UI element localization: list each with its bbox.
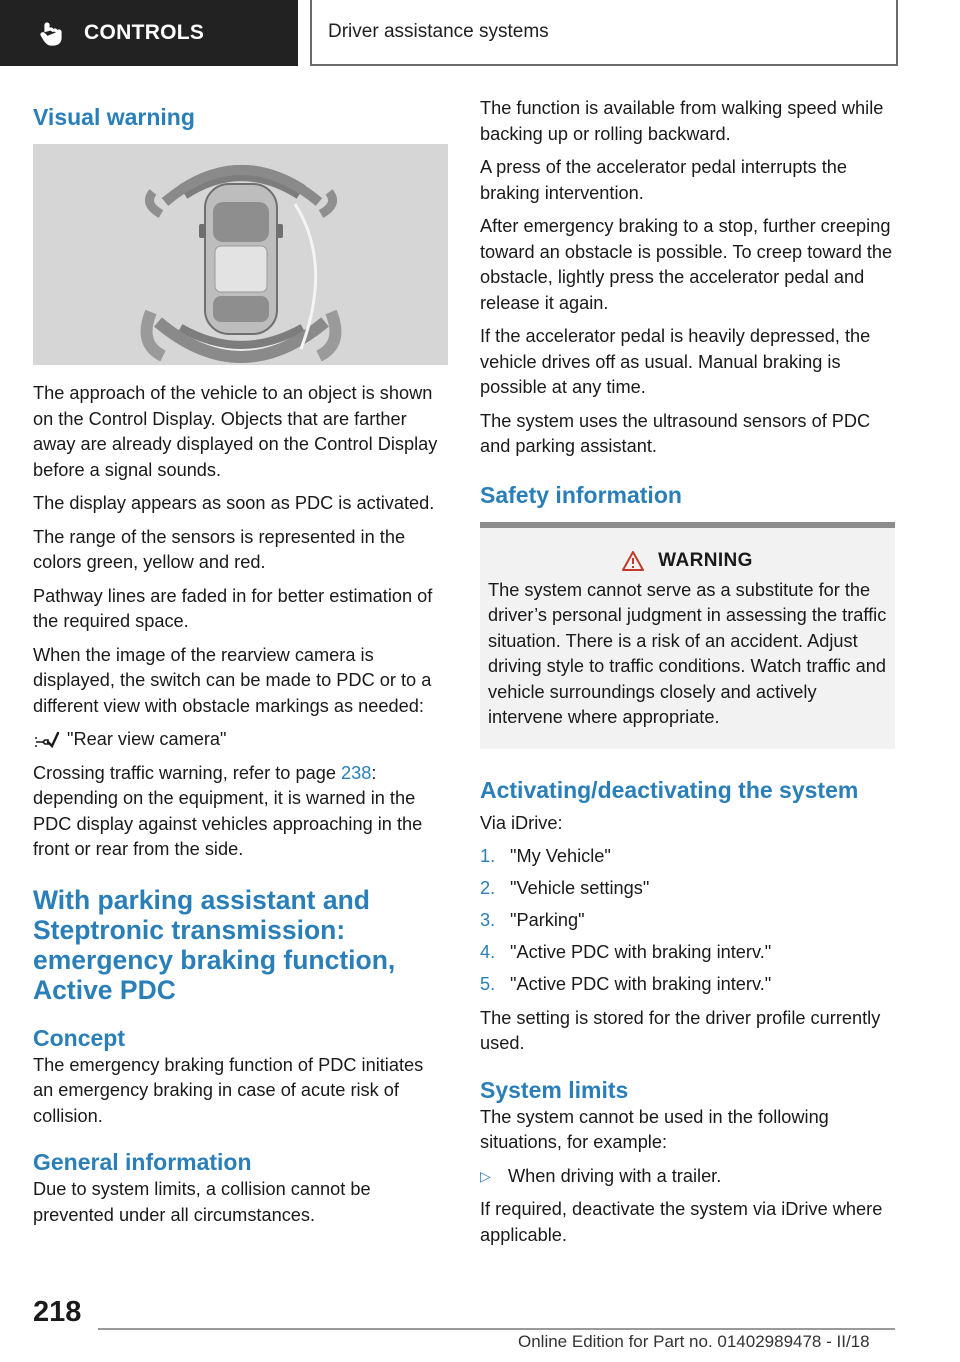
edition-text: Online Edition for Part no. 01402989478 - II/18 — [518, 1332, 870, 1351]
paragraph: A press of the accelerator pedal interrupts the braking intervention. — [480, 157, 847, 203]
general-information-text: Due to system limits, a collision cannot be prevented under all circumstances. — [33, 1179, 371, 1225]
step-text: "Active PDC with braking interv." — [510, 942, 772, 962]
list-item — [480, 972, 895, 998]
list-item — [480, 844, 895, 870]
setting-stored-text: The setting is stored for the driver profile currently used. — [480, 1007, 881, 1053]
step-text: "My Vehicle" — [510, 846, 611, 866]
chapter-tab — [0, 0, 298, 66]
pdc-car-sensor-graphic — [33, 144, 448, 365]
step-number: 4. — [480, 942, 496, 962]
rear-view-camera-entry — [33, 727, 448, 753]
step-text: "Vehicle settings" — [510, 878, 650, 898]
concept-text: The emergency braking function of PDC initiates an emergency braking in case of acute risk of collision. — [33, 1054, 424, 1126]
warning-triangle-icon — [622, 551, 644, 571]
warning-box — [480, 522, 895, 749]
rear-camera-icon — [33, 730, 59, 750]
emergency-braking-heading: With parking assistant and Steptronic transmission: emergency braking function, Active PDC — [33, 884, 396, 1005]
left-column — [33, 96, 448, 1236]
paragraph: Pathway lines are faded in for better estimation of the required space. — [33, 585, 433, 631]
warning-title — [488, 550, 887, 572]
section-label: Driver assistance systems — [328, 21, 549, 42]
bullet-triangle-icon: ▷ — [480, 1167, 491, 1184]
page-header — [0, 0, 960, 66]
paragraph: The function is available from walking speed while backing up or rolling backward. — [480, 98, 884, 144]
step-number: 2. — [480, 878, 496, 898]
warning-text: The system cannot serve as a substitute for the driver’s personal judgment in assessing the traffic situation. There is a risk of an accident. Adjust driving style to traffic conditions. Watch traffic and vehicle surroundings closely and actively intervene where appropriate. — [488, 579, 887, 727]
page-number: 218 — [33, 1296, 82, 1328]
step-number: 5. — [480, 974, 496, 994]
bullet-text: When driving with a trailer. — [508, 1165, 722, 1186]
paragraph: The range of the sensors is represented in the colors green, yellow and red. — [33, 526, 406, 572]
list-item — [480, 908, 895, 934]
hand-pointer-icon — [38, 19, 66, 47]
activating-heading: Activating/deactivating the system — [480, 776, 859, 803]
paragraph: The approach of the vehicle to an object is shown on the Control Display. Objects that are farther away are already displayed on the Control Display before a signal sounds. — [33, 383, 438, 480]
pdc-display-illustration — [33, 144, 448, 365]
page-reference-link[interactable]: 238 — [341, 762, 372, 783]
visual-warning-heading: Visual warning — [33, 104, 195, 130]
step-number: 1. — [480, 846, 496, 866]
right-column — [480, 96, 895, 1256]
crossing-traffic-paragraph — [33, 761, 448, 863]
paragraph: The display appears as soon as PDC is activated. — [33, 493, 435, 513]
paragraph: When the image of the rearview camera is displayed, the switch can be made to PDC or to a different view with obstacle markings as needed: — [33, 644, 432, 716]
list-item — [480, 940, 895, 966]
section-tab — [310, 0, 898, 66]
safety-information-heading: Safety information — [480, 481, 682, 508]
concept-heading: Concept — [33, 1024, 125, 1051]
crossing-text-post: : depending on the equipment, it is warned in the PDC display against vehicles approaching in the front or rear from the side. — [33, 762, 423, 859]
list-item — [480, 876, 895, 902]
list-item — [480, 1164, 895, 1190]
warning-label: WARNING — [658, 549, 753, 571]
step-number: 3. — [480, 910, 496, 930]
chapter-label: CONTROLS — [84, 21, 205, 44]
footer-divider — [98, 1328, 895, 1330]
step-text: "Parking" — [510, 910, 585, 930]
paragraph: If the accelerator pedal is heavily depressed, the vehicle drives off as usual. Manual braking is possible at any time. — [480, 326, 871, 397]
paragraph: The system uses the ultrasound sensors of PDC and parking assistant. — [480, 410, 871, 456]
paragraph: After emergency braking to a stop, further creeping toward an obstacle is possible. To creep toward the obstacle, lightly press the accelerator pedal and release it again. — [480, 216, 893, 313]
system-limits-text: The system cannot be used in the following situations, for example: — [480, 1106, 829, 1152]
general-information-heading: General information — [33, 1149, 252, 1175]
via-idrive-text: Via iDrive: — [480, 812, 563, 833]
system-limits-heading: System limits — [480, 1076, 629, 1103]
rear-view-camera-label: "Rear view camera" — [67, 729, 227, 749]
step-text: "Active PDC with braking interv." — [510, 974, 772, 994]
steps-list — [480, 844, 895, 998]
crossing-text-pre: Crossing traffic warning, refer to page — [33, 762, 341, 783]
deactivate-text: If required, deactivate the system via iDrive where applicable. — [480, 1199, 883, 1245]
